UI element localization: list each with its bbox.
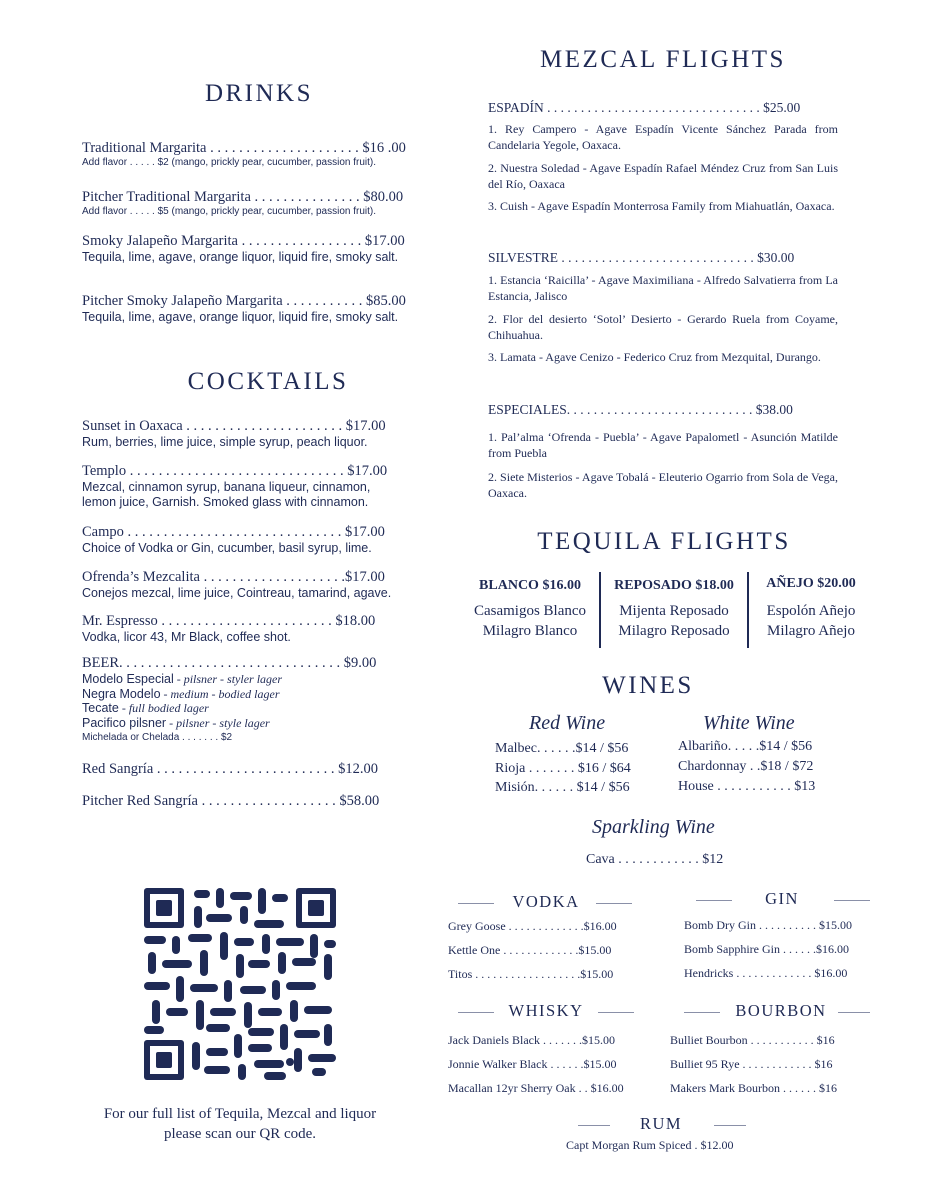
list-item: Bulliet 95 Rye . . . . . . . . . . . . $16 — [670, 1057, 833, 1071]
list-item: Cava . . . . . . . . . . . . $12 — [586, 852, 724, 867]
list-item: Pacifico pilsner - pilsner - style lager — [82, 715, 270, 730]
divider — [684, 1012, 720, 1013]
menu-item: Smoky Jalapeño Margarita . . . . . . . . . . . . . . . . . $17.00 Tequila, lime, agave, orange liquor, liquid fire, smoky salt. — [82, 233, 405, 264]
list-item: Capt Morgan Rum Spiced . $12.00 — [566, 1138, 734, 1152]
list-item: 1. Estancia ‘Raicilla’ - Agave Maximiliana - Alfredo Salvatierra from La Estancia, Jalisco — [488, 273, 838, 303]
vodka-heading: VODKA — [512, 892, 580, 911]
menu-item: Pitcher Smoky Jalapeño Margarita . . . . . . . . . . . $85.00 Tequila, lime, agave, orange liquor, liquid fire, smoky salt. — [82, 293, 406, 324]
cocktails-heading: COCKTAILS — [187, 368, 349, 395]
list-item: Misión. . . . . . $14 / $56 — [495, 780, 630, 795]
list-item: Rioja . . . . . . . $16 / $64 — [495, 761, 631, 776]
list-item: Malbec. . . . . .$14 / $56 — [495, 741, 629, 756]
rum-heading: RUM — [639, 1114, 683, 1133]
sparkling-wine-heading: Sparkling Wine — [592, 816, 715, 838]
drinks-heading: DRINKS — [204, 80, 314, 107]
white-wine-heading: White Wine — [703, 712, 795, 734]
list-item: 1. Rey Campero - Agave Espadín Vicente Sánchez Parada from Candelaria Yegole, Oaxaca. — [488, 122, 838, 152]
tequila-column-anejo: AÑEJO $20.00 Espolón Añejo Milagro Añejo — [766, 576, 856, 639]
bourbon-heading: BOURBON — [735, 1001, 827, 1020]
list-item: Bomb Sapphire Gin . . . . . .$16.00 — [684, 942, 849, 956]
list-item: Tecate - full bodied lager — [82, 701, 209, 715]
menu-item: Pitcher Red Sangría . . . . . . . . . . . . . . . . . . . $58.00 — [82, 793, 380, 809]
red-wine-heading: Red Wine — [529, 712, 606, 734]
mezcal-group-espadin: ESPADÍN . . . . . . . . . . . . . . . . . . . . . . . . . . . . . . . . $25.00 — [488, 100, 801, 115]
list-item: Jack Daniels Black . . . . . . .$15.00 — [448, 1033, 615, 1047]
list-item: Bomb Dry Gin . . . . . . . . . . $15.00 — [684, 918, 852, 932]
qr-code[interactable] — [144, 888, 336, 1080]
mezcal-group-silvestre: SILVESTRE . . . . . . . . . . . . . . . . . . . . . . . . . . . . . $30.00 — [488, 250, 795, 265]
wines-heading: WINES — [602, 672, 694, 699]
menu-item: Templo . . . . . . . . . . . . . . . . . . . . . . . . . . . . . . $17.00 Mezcal, cinnamon syrup, banana liqueur, cinnamon, lemon juice, Garnish. Smoked glass with cinnamon. — [82, 463, 388, 509]
list-item: 3. Lamata - Agave Cenizo - Federico Cruz from Mezquital, Durango. — [488, 350, 821, 364]
list-item: Grey Goose . . . . . . . . . . . . .$16.00 — [448, 919, 617, 933]
list-item: 2. Flor del desierto ‘Sotol’ Desierto - Gerardo Ruela from Coyame, Chihuahua. — [488, 312, 838, 342]
divider — [714, 1125, 746, 1126]
menu-item: Mr. Espresso . . . . . . . . . . . . . . . . . . . . . . . . $18.00 Vodka, licor 43, Mr Black, coffee shot. — [82, 613, 376, 644]
gin-heading: GIN — [765, 889, 799, 908]
list-item: Kettle One . . . . . . . . . . . . .$15.00 — [448, 943, 612, 957]
divider — [599, 572, 601, 648]
divider — [747, 572, 749, 648]
mezcal-heading: MEZCAL FLIGHTS — [540, 46, 786, 73]
divider — [834, 900, 870, 901]
divider — [458, 903, 494, 904]
divider — [578, 1125, 610, 1126]
menu-item: Traditional Margarita . . . . . . . . . . . . . . . . . . . . . $16 .00 Add flavor . . . . . $2 (mango, prickly pear, cucumber, passion fruit). — [82, 140, 406, 168]
list-item: 1. Pal’alma ‘Ofrenda - Puebla’ - Agave Papalometl - Asunción Matilde from Puebla — [488, 430, 838, 460]
whisky-heading: WHISKY — [508, 1001, 584, 1020]
list-item: 3. Cuish - Agave Espadín Monterrosa Family from Miahuatlán, Oaxaca. — [488, 199, 835, 213]
list-item: Chardonnay . .$18 / $72 — [678, 759, 814, 774]
tequila-heading: TEQUILA FLIGHTS — [537, 528, 791, 555]
list-item: Jonnie Walker Black . . . . . .$15.00 — [448, 1057, 617, 1071]
divider — [696, 900, 732, 901]
qr-caption: For our full list of Tequila, Mezcal and liquor please scan our QR code. — [103, 1106, 377, 1142]
divider — [598, 1012, 634, 1013]
list-item: Bulliet Bourbon . . . . . . . . . . . $16 — [670, 1033, 835, 1047]
list-item: Hendricks . . . . . . . . . . . . . $16.00 — [684, 966, 848, 980]
divider — [596, 903, 632, 904]
divider — [458, 1012, 494, 1013]
list-item: Makers Mark Bourbon . . . . . . $16 — [670, 1081, 837, 1095]
menu-item: Ofrenda’s Mezcalita . . . . . . . . . . . . . . . . . . . .$17.00 Conejos mezcal, lime juice, Cointreau, tamarind, agave. — [82, 569, 392, 600]
tequila-column-blanco: BLANCO $16.00 Casamigos Blanco Milagro Blanco — [473, 578, 587, 639]
menu-item: Pitcher Traditional Margarita . . . . . . . . . . . . . . . $80.00 Add flavor . . . . . $5 (mango, prickly pear, cucumber, passion fruit). — [82, 189, 404, 217]
list-item: Titos . . . . . . . . . . . . . . . . . .$15.00 — [448, 967, 614, 981]
list-item: 2. Siete Misterios - Agave Tobalá - Eleuterio Ogarrio from Sola de Vega, Oaxaca. — [488, 470, 838, 500]
list-item: Albariño. . . . .$14 / $56 — [678, 739, 813, 754]
list-item: House . . . . . . . . . . . $13 — [678, 779, 816, 794]
list-item: Negra Modelo - medium - bodied lager — [82, 686, 280, 701]
list-item: Macallan 12yr Sherry Oak . . $16.00 — [448, 1081, 624, 1095]
list-item: Modelo Especial - pilsner - styler lager — [82, 672, 283, 686]
menu-item: Campo . . . . . . . . . . . . . . . . . . . . . . . . . . . . . . $17.00 Choice of Vodka or Gin, cucumber, basil syrup, lime. — [82, 524, 385, 555]
mezcal-group-especiales: ESPECIALES. . . . . . . . . . . . . . . . . . . . . . . . . . . . $38.00 — [488, 402, 793, 417]
menu-item: Sunset in Oaxaca . . . . . . . . . . . . . . . . . . . . . . $17.00 Rum, berries, lime juice, simple syrup, peach liquor. — [82, 418, 386, 449]
divider — [838, 1012, 870, 1013]
list-item: 2. Nuestra Soledad - Agave Espadín Rafael Méndez Cruz from San Luis del Río, Oaxaca — [488, 161, 838, 191]
tequila-column-reposado: REPOSADO $18.00 Mijenta Reposado Milagro Reposado — [614, 578, 734, 639]
menu-item: Red Sangría . . . . . . . . . . . . . . . . . . . . . . . . . $12.00 — [82, 761, 379, 777]
beer-item: BEER. . . . . . . . . . . . . . . . . . . . . . . . . . . . . . . $9.00 Modelo Especial - pilsner - styler lager Negra Modelo - medium - bodied lager Tecate - full bodied lager Pacifico pilsner - pilsner - style lager Michelada or Chelada . . . . . . . $2 — [82, 655, 422, 743]
